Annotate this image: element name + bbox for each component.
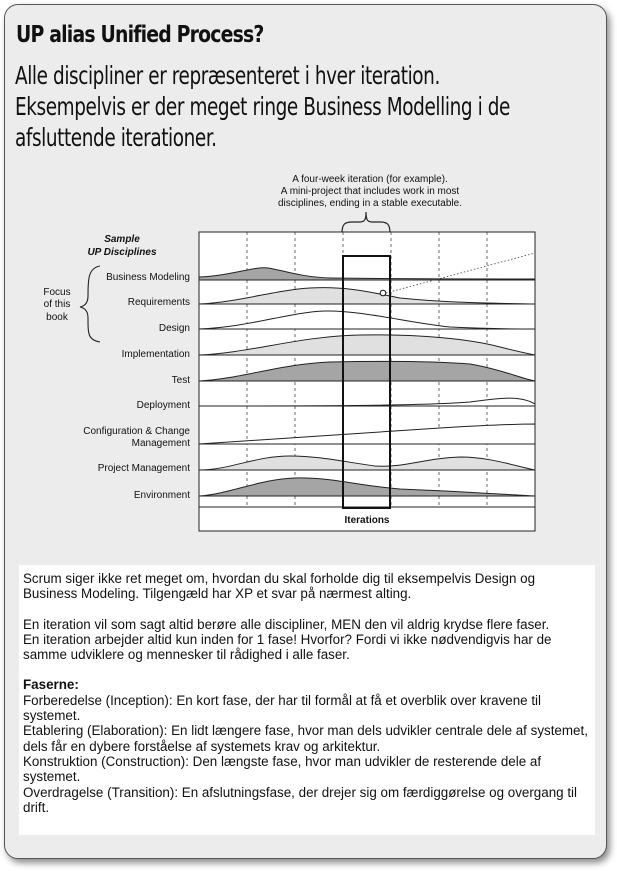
callout-marker bbox=[380, 290, 386, 296]
body-line: En iteration vil som sagt altid berøre alle discipliner, MEN den vil aldrig krydse flere faser. bbox=[23, 616, 550, 632]
sample-heading: UP Disciplines bbox=[87, 247, 157, 258]
discipline-label: Deployment bbox=[136, 400, 190, 411]
faser-heading: Faserne: bbox=[23, 677, 79, 693]
iteration-note-line: A mini-project that includes work in most bbox=[280, 186, 460, 197]
body-line: En iteration arbejder altid kun inden for 1 fase! Hvorfor? Fordi vi ikke nødvendigvis har de bbox=[23, 631, 552, 647]
focus-note-line: of this bbox=[43, 299, 71, 310]
faser-line: Etablering (Elaboration): En lidt længere fase, hvor man dels udvikler centrale dele af systemet, bbox=[23, 723, 588, 739]
faser-line: Konstruktion (Construction): Den længste fase, hvor man udvikler de resterende dele af bbox=[23, 753, 542, 769]
subtitle-line: Alle discipliner er repræsenteret i hver iteration. bbox=[15, 61, 440, 90]
body-line: Business Modeling. Tilgengæld har XP et svar på nærmest alting. bbox=[23, 586, 412, 602]
iteration-brace bbox=[342, 212, 390, 233]
focus-brace bbox=[80, 266, 100, 342]
faser-line: systemet. bbox=[23, 708, 81, 724]
subtitle-line: afsluttende iterationer. bbox=[15, 123, 217, 152]
body-text-box bbox=[19, 565, 595, 835]
focus-note-line: book bbox=[46, 312, 68, 323]
discipline-label: Project Management bbox=[97, 463, 190, 474]
discipline-label: Implementation bbox=[121, 349, 190, 360]
faser-line: Forberedelse (Inception): En kort fase, der har til formål at få et overblik over kravene til bbox=[23, 692, 542, 708]
iterations-label: Iterations bbox=[344, 515, 390, 526]
discipline-label: Test bbox=[171, 375, 190, 386]
subtitle-line: Eksempelvis er der meget ringe Business Modelling i de bbox=[15, 92, 510, 121]
focus-note-line: Focus bbox=[43, 287, 71, 298]
iteration-note-line: disciplines, ending in a stable executable. bbox=[277, 198, 463, 209]
discipline-label: Management bbox=[131, 438, 190, 449]
discipline-label: Environment bbox=[133, 490, 190, 501]
faser-line: drift. bbox=[23, 799, 50, 815]
slide-title: UP alias Unified Process? bbox=[16, 22, 264, 48]
sample-heading: Sample bbox=[104, 234, 140, 245]
faser-line: Overdragelse (Transition): En afslutningsfase, der drejer sig om færdiggørelse og overgang til bbox=[23, 784, 577, 800]
faser-line: systemet. bbox=[23, 769, 81, 785]
faser-line: dels får en dybere forståelse af systemets krav og arkitektur. bbox=[23, 738, 381, 754]
discipline-label: Business Modeling bbox=[106, 272, 190, 283]
body-line: Scrum siger ikke ret meget om, hvordan du skal forholde dig til eksempelvis Design og bbox=[23, 571, 536, 586]
body-line: samme udviklere og mennesker til rådighed i alle faser. bbox=[23, 647, 350, 663]
discipline-label: Requirements bbox=[127, 297, 190, 308]
discipline-label: Design bbox=[158, 323, 190, 334]
discipline-label: Configuration & Change bbox=[83, 426, 190, 437]
iteration-note-line: A four-week iteration (for example). bbox=[292, 174, 448, 185]
